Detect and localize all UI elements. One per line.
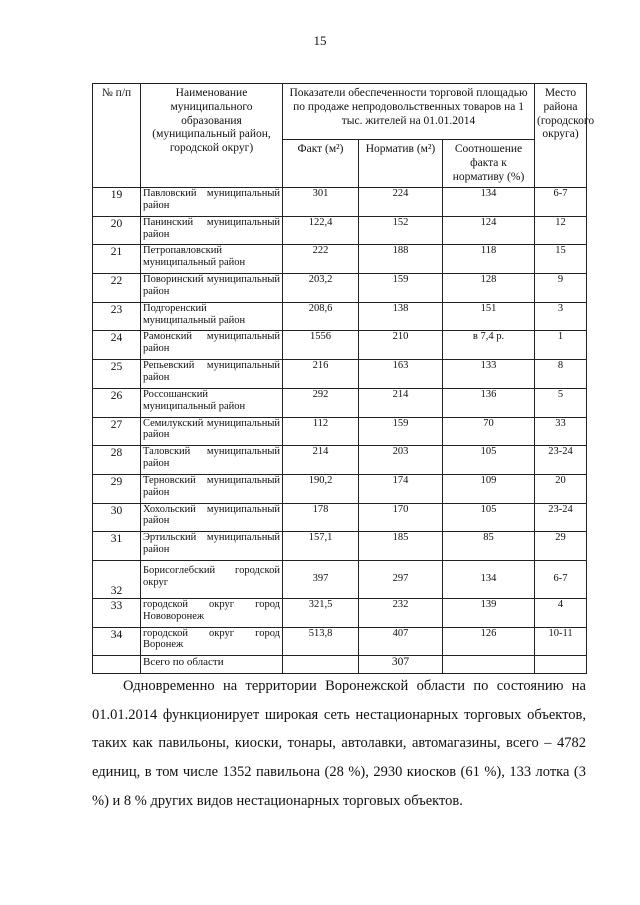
row-fact: 214 [283,446,359,475]
row-fact: 321,5 [283,598,359,627]
header-indicators: Показатели обеспеченности торговой площадью по продаже непродовольственных товаров на 1 тыс. жителей на 01.01.2014 [283,84,535,140]
row-ratio: 124 [443,216,535,245]
row-number: 33 [93,598,141,627]
row-name: Павловский муниципальный район [141,188,283,217]
row-fact: 222 [283,245,359,274]
row-number: 34 [93,627,141,656]
row-ratio: 105 [443,446,535,475]
row-rank: 10-11 [535,627,587,656]
header-fact: Факт (м²) [283,140,359,188]
row-number: 23 [93,302,141,331]
row-rank: 9 [535,274,587,303]
row-name: городской округ город Воронеж [141,627,283,656]
table-row [93,627,587,656]
row-ratio: 128 [443,274,535,303]
total-label: Всего по области [141,656,283,674]
row-number: 19 [93,188,141,217]
row-norm: 188 [359,245,443,274]
row-norm: 174 [359,474,443,503]
row-ratio: 133 [443,360,535,389]
row-name: Подгоренский муниципальный район [141,302,283,331]
row-fact: 292 [283,388,359,417]
row-fact: 122,4 [283,216,359,245]
row-number: 24 [93,331,141,360]
row-norm: 224 [359,188,443,217]
row-rank: 29 [535,532,587,561]
row-fact: 157,1 [283,532,359,561]
row-number: 32 [93,560,141,598]
row-name: Семилукский муниципальный район [141,417,283,446]
row-ratio: 105 [443,503,535,532]
table-row [93,302,587,331]
header-name: Наименование муниципального образования (муниципальный район, городской округ) [141,84,283,188]
trade-area-table [92,83,595,674]
row-name: городской округ город Нововоронеж [141,598,283,627]
page-number: 15 [313,33,327,48]
row-rank: 5 [535,388,587,417]
table-row [93,560,587,598]
row-rank: 6-7 [535,188,587,217]
row-norm: 163 [359,360,443,389]
row-name: Хохольский муниципальный район [141,503,283,532]
row-fact: 203,2 [283,274,359,303]
row-ratio: 70 [443,417,535,446]
row-ratio: 126 [443,627,535,656]
row-norm: 138 [359,302,443,331]
row-number: 26 [93,388,141,417]
row-rank: 23-24 [535,446,587,475]
table-row [93,446,587,475]
row-ratio: 85 [443,532,535,561]
row-norm: 407 [359,627,443,656]
row-norm: 297 [359,560,443,598]
row-name: Поворинский муниципальный район [141,274,283,303]
row-number: 31 [93,532,141,561]
total-norm: 307 [359,656,443,674]
table-row [93,360,587,389]
row-name: Таловский муниципальный район [141,446,283,475]
row-ratio: в 7,4 р. [443,331,535,360]
row-name: Терновский муниципальный район [141,474,283,503]
table-row [93,216,587,245]
row-ratio: 134 [443,560,535,598]
table-row [93,417,587,446]
row-number: 20 [93,216,141,245]
row-number: 25 [93,360,141,389]
row-name: Борисоглебский городской округ [141,560,283,598]
table-row [93,331,587,360]
row-number: 21 [93,245,141,274]
row-fact: 216 [283,360,359,389]
table-row [93,274,587,303]
row-rank: 23-24 [535,503,587,532]
row-norm: 185 [359,532,443,561]
row-rank: 3 [535,302,587,331]
row-fact: 513,8 [283,627,359,656]
table-row [93,598,587,627]
row-norm: 170 [359,503,443,532]
row-ratio: 139 [443,598,535,627]
row-norm: 159 [359,274,443,303]
row-name: Репьевский муниципальный район [141,360,283,389]
table-body [93,188,587,674]
row-number: 28 [93,446,141,475]
row-fact: 112 [283,417,359,446]
row-fact: 1556 [283,331,359,360]
table-row [93,388,587,417]
row-rank: 33 [535,417,587,446]
table-row [93,245,587,274]
paragraph-text: Одновременно на территории Воронежской области по состоянию на 01.01.2014 функционирует широкая сеть нестационарных торговых объектов, таких как павильоны, киоски, тонары, автолавки, автомагазины, всего – 4782 единиц, в том числе 1352 павильона (28 %), 2930 киосков (61 %), 133 лотка (3 %) и 8 % других видов нестационарных торговых объектов. [92,678,586,809]
row-name: Петропавловский муниципальный район [141,245,283,274]
header-ratio: Соотношение факта к нормативу (%) [443,140,535,188]
row-rank: 15 [535,245,587,274]
row-name: Россошанский муниципальный район [141,388,283,417]
row-rank: 4 [535,598,587,627]
table-row [93,503,587,532]
row-rank: 1 [535,331,587,360]
row-fact: 301 [283,188,359,217]
row-ratio: 136 [443,388,535,417]
row-fact: 208,6 [283,302,359,331]
row-number: 30 [93,503,141,532]
row-number: 29 [93,474,141,503]
row-ratio: 151 [443,302,535,331]
row-norm: 203 [359,446,443,475]
header-norm: Норматив (м²) [359,140,443,188]
row-rank: 6-7 [535,560,587,598]
row-norm: 159 [359,417,443,446]
row-norm: 232 [359,598,443,627]
header-num: № п/п [93,84,141,188]
row-rank: 20 [535,474,587,503]
header-rank: Место района (городского округа) [535,84,587,188]
table-row [93,188,587,217]
row-fact: 397 [283,560,359,598]
row-name: Панинский муниципальный район [141,216,283,245]
row-rank: 8 [535,360,587,389]
row-ratio: 109 [443,474,535,503]
row-name: Рамонский муниципальный район [141,331,283,360]
row-rank: 12 [535,216,587,245]
row-fact: 178 [283,503,359,532]
row-ratio: 118 [443,245,535,274]
table-row [93,474,587,503]
row-number: 22 [93,274,141,303]
row-name: Эртильский муниципальный район [141,532,283,561]
row-ratio: 134 [443,188,535,217]
row-norm: 210 [359,331,443,360]
body-paragraph [92,672,586,816]
table-row [93,532,587,561]
row-norm: 152 [359,216,443,245]
row-norm: 214 [359,388,443,417]
row-fact: 190,2 [283,474,359,503]
row-number: 27 [93,417,141,446]
